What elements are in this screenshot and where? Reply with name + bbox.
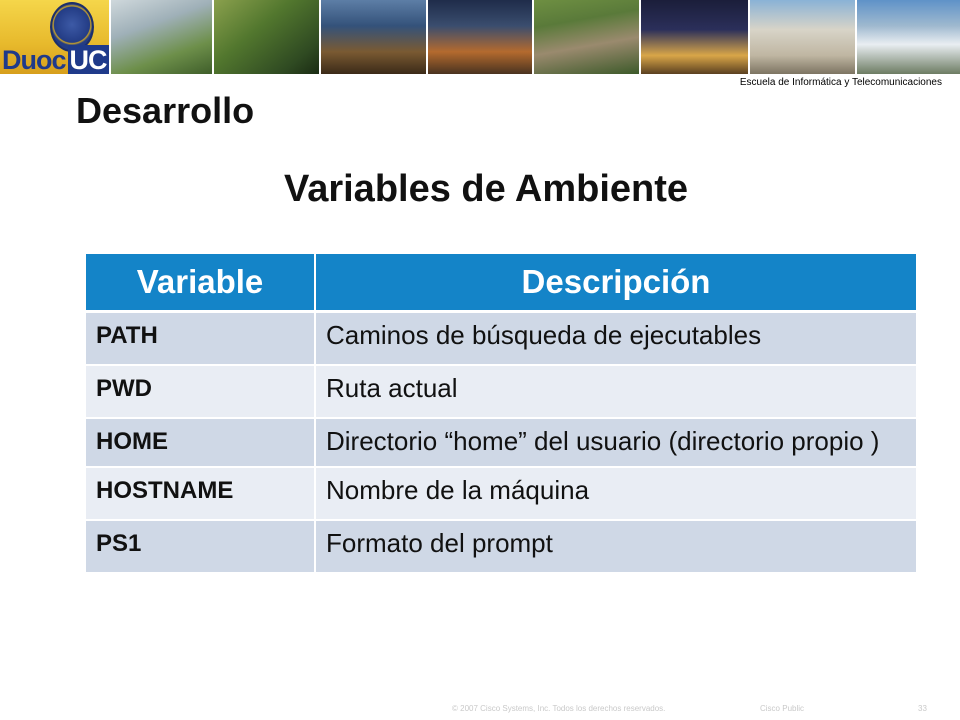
campus-photo	[212, 0, 319, 74]
table-row	[86, 520, 916, 573]
school-name: Escuela de Informática y Telecomunicaciones	[739, 77, 942, 88]
description-cell: Nombre de la máquina	[315, 467, 916, 520]
description-cell: Formato del prompt	[315, 520, 916, 573]
column-header-variable: Variable	[86, 254, 315, 312]
footer-classification: Cisco Public	[760, 704, 805, 713]
page-number: 33	[918, 704, 927, 713]
description-cell: Ruta actual	[315, 365, 916, 418]
slide-title: Variables de Ambiente	[283, 168, 689, 210]
description-cell: Directorio “home” del usuario (directorio propio )	[315, 418, 916, 467]
variable-cell: HOME	[86, 418, 315, 467]
table-row	[86, 312, 916, 366]
logo-wordmark: Duoc UC	[2, 45, 107, 74]
variables-table	[86, 254, 916, 574]
table-header-row	[86, 254, 916, 312]
duoc-uc-logo	[0, 0, 109, 74]
footer-copyright: © 2007 Cisco Systems, Inc. Todos los derechos reservados.	[452, 704, 666, 713]
campus-photo	[319, 0, 426, 74]
campus-photo	[532, 0, 639, 74]
campus-photo	[748, 0, 855, 74]
table-row	[86, 418, 916, 467]
description-cell: Caminos de búsqueda de ejecutables	[315, 312, 916, 366]
variable-cell: PWD	[86, 365, 315, 418]
variable-cell: PATH	[86, 312, 315, 366]
column-header-description: Descripción	[315, 254, 916, 312]
table-row	[86, 365, 916, 418]
campus-photo	[109, 0, 212, 74]
variable-cell: HOSTNAME	[86, 467, 315, 520]
campus-photo	[426, 0, 533, 74]
page-title: Desarrollo	[76, 90, 255, 131]
campus-photo	[855, 0, 960, 74]
campus-photo	[639, 0, 748, 74]
header-banner	[0, 0, 960, 74]
table-row	[86, 467, 916, 520]
variable-cell: PS1	[86, 520, 315, 573]
